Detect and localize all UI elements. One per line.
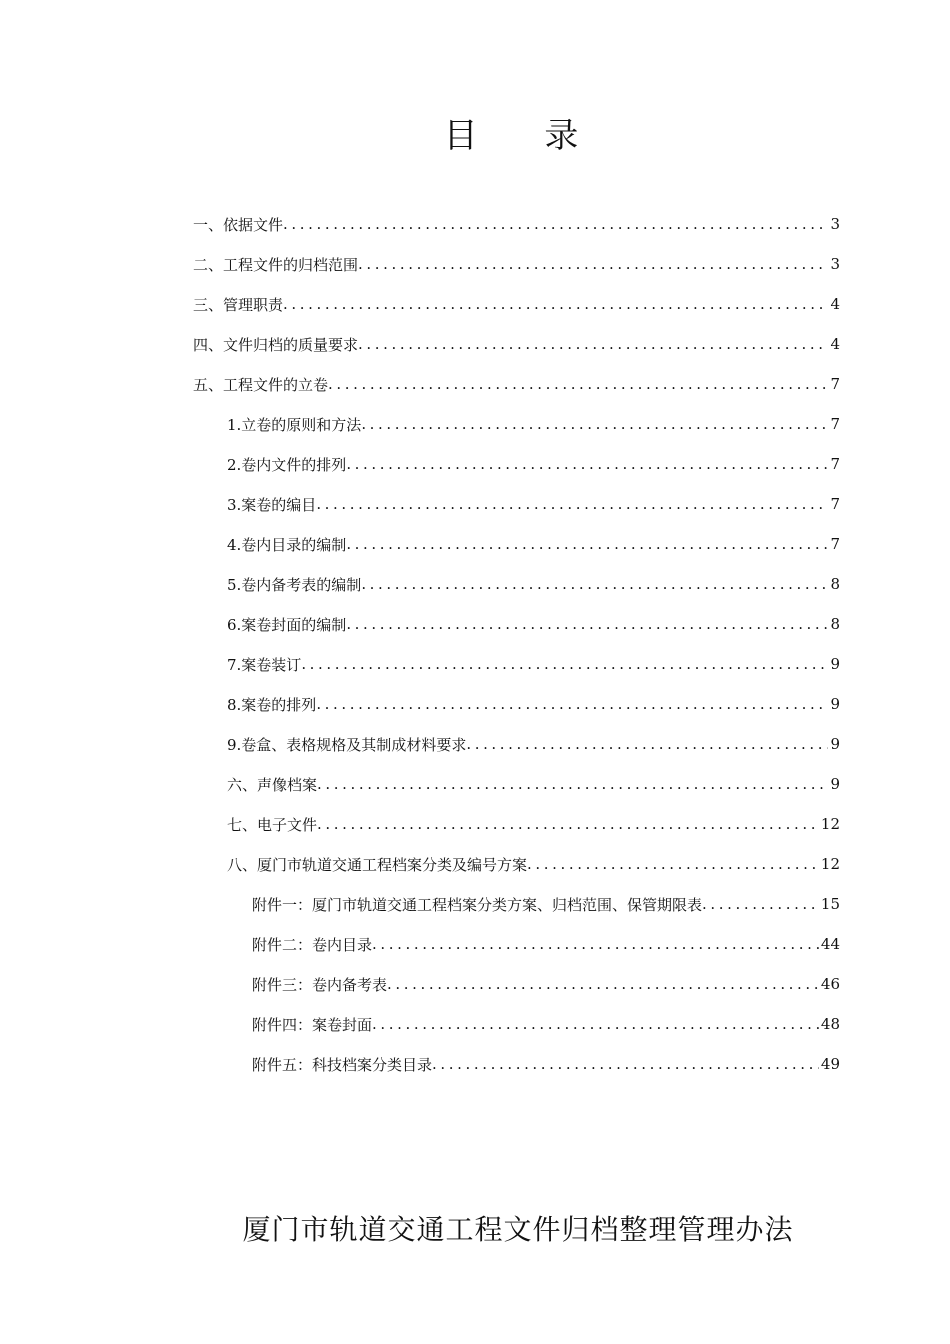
toc-entry-page: 8	[830, 615, 840, 633]
toc-entry-page: 9	[830, 735, 840, 753]
toc-entry-page: 4	[830, 335, 840, 353]
toc-entry-page: 12	[820, 855, 840, 873]
toc-entry[interactable]	[193, 284, 840, 324]
toc-entry-label: 2.卷内文件的排列	[227, 455, 347, 474]
toc-entry-page: 3	[830, 215, 840, 233]
toc-entry-label: 七、电子文件	[227, 815, 318, 834]
toc-dot-leader	[361, 404, 828, 444]
toc-entry-label: 附件二：卷内目录	[252, 935, 373, 954]
toc-entry-page: 7	[830, 415, 840, 433]
toc-entry-page: 7	[830, 495, 840, 513]
toc-entry[interactable]	[227, 524, 840, 564]
toc-entry[interactable]	[193, 324, 840, 364]
toc-entry-page: 7	[830, 535, 840, 553]
toc-entry[interactable]	[252, 1044, 840, 1084]
toc-dot-leader	[527, 844, 819, 884]
toc-dot-leader	[283, 204, 828, 244]
toc-entry-page: 3	[830, 255, 840, 273]
toc-entry[interactable]	[227, 804, 840, 844]
toc-dot-leader	[346, 524, 828, 564]
toc-dot-leader	[317, 764, 828, 804]
toc-entry-label: 6.案卷封面的编制	[227, 615, 347, 634]
toc-entry-label: 一、依据文件	[193, 215, 284, 234]
toc-entry[interactable]	[252, 924, 840, 964]
toc-entry-label: 附件五：科技档案分类目录	[252, 1055, 433, 1074]
toc-dot-leader	[358, 324, 828, 364]
toc-dot-leader	[432, 1044, 819, 1084]
toc-entry[interactable]	[193, 204, 840, 244]
toc-entry-page: 7	[830, 375, 840, 393]
toc-entry-label: 二、工程文件的归档范围	[193, 255, 359, 274]
toc-entry[interactable]	[227, 444, 840, 484]
toc-dot-leader	[361, 564, 828, 604]
toc-dot-leader	[372, 924, 819, 964]
toc-entry-label: 5.卷内备考表的编制	[227, 575, 362, 594]
toc-entry-page: 12	[820, 815, 840, 833]
toc-dot-leader	[372, 1004, 819, 1044]
toc-entry[interactable]	[252, 1004, 840, 1044]
toc-entry[interactable]	[227, 724, 840, 764]
toc-entry-page: 4	[830, 295, 840, 313]
toc-entry-label: 9.卷盒、表格规格及其制成材料要求	[227, 735, 467, 754]
toc-dot-leader	[301, 644, 828, 684]
toc-entry-page: 9	[830, 775, 840, 793]
toc-entry-label: 附件一：厦门市轨道交通工程档案分类方案、归档范围、保管期限表	[252, 895, 703, 914]
toc-entry[interactable]	[227, 564, 840, 604]
toc-entry-page: 9	[830, 655, 840, 673]
toc-dot-leader	[316, 684, 828, 724]
toc-entry-page: 44	[820, 935, 840, 953]
toc-entry-page: 15	[820, 895, 840, 913]
toc-dot-leader	[346, 604, 828, 644]
toc-entry[interactable]	[227, 644, 840, 684]
toc-entry-label: 8.案卷的排列	[227, 695, 317, 714]
toc-dot-leader	[316, 484, 828, 524]
toc-entry[interactable]	[193, 244, 840, 284]
toc-entry[interactable]	[193, 364, 840, 404]
toc-entry-label: 四、文件归档的质量要求	[193, 335, 359, 354]
toc-dot-leader	[283, 284, 828, 324]
toc-entry[interactable]	[227, 604, 840, 644]
toc-dot-leader	[466, 724, 828, 764]
toc-entry-label: 八、厦门市轨道交通工程档案分类及编号方案	[227, 855, 528, 874]
document-title: 厦门市轨道交通工程文件归档整理管理办法	[242, 1213, 794, 1246]
toc-dot-leader	[346, 444, 828, 484]
toc-entry[interactable]	[227, 484, 840, 524]
toc-entry-page: 48	[820, 1015, 840, 1033]
toc-dot-leader	[358, 244, 828, 284]
toc-dot-leader	[328, 364, 828, 404]
toc-entry-label: 4.卷内目录的编制	[227, 535, 347, 554]
toc-entry-page: 49	[820, 1055, 840, 1073]
toc-dot-leader	[317, 804, 819, 844]
toc-entry[interactable]	[252, 964, 840, 1004]
toc-entry-label: 3.案卷的编目	[227, 495, 317, 514]
toc-entry[interactable]	[252, 884, 840, 924]
toc-entry[interactable]	[227, 684, 840, 724]
toc-entry-label: 五、工程文件的立卷	[193, 375, 329, 394]
toc-entry-label: 1.立卷的原则和方法	[227, 415, 362, 434]
toc-entry-page: 9	[830, 695, 840, 713]
toc-entry-label: 附件四：案卷封面	[252, 1015, 373, 1034]
toc-entry-label: 附件三：卷内备考表	[252, 975, 388, 994]
toc-entry-page: 7	[830, 455, 840, 473]
toc-entry-page: 46	[820, 975, 840, 993]
toc-entry-label: 三、管理职责	[193, 295, 284, 314]
toc-entry[interactable]	[227, 764, 840, 804]
toc-title: 目 录	[443, 116, 607, 156]
toc-entry-page: 8	[830, 575, 840, 593]
toc-entry-label: 六、声像档案	[227, 775, 318, 794]
toc-entry[interactable]	[227, 404, 840, 444]
toc-entry[interactable]	[227, 844, 840, 884]
toc-entry-label: 7.案卷装订	[227, 655, 302, 674]
toc-dot-leader	[387, 964, 819, 1004]
toc-dot-leader	[702, 884, 819, 924]
